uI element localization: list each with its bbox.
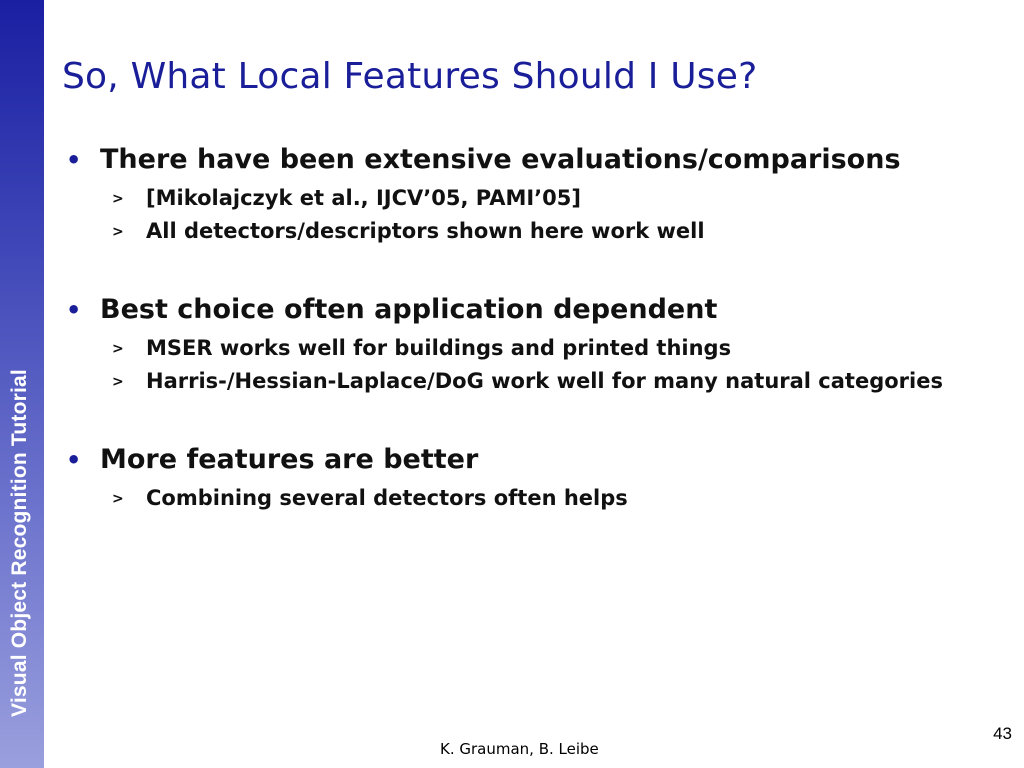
sub-item [66, 332, 996, 365]
bullet-dot-icon: • [66, 296, 82, 324]
arrow-bullet-icon: > [112, 374, 124, 390]
sub-item-text: MSER works well for buildings and printed things [146, 336, 732, 360]
sub-item [66, 182, 996, 215]
footer-authors: K. Grauman, B. Leibe [440, 740, 599, 758]
sub-item [66, 365, 996, 398]
bullet-group [66, 292, 996, 398]
page-number: 43 [993, 724, 1012, 743]
sub-item-text: [Mikolajczyk et al., IJCV’05, PAMI’05] [146, 186, 581, 210]
bullet-group [66, 442, 996, 515]
slide-content [66, 142, 996, 559]
bullet-dot-icon: • [66, 146, 82, 174]
bullet-group [66, 142, 996, 248]
bullet-text: There have been extensive evaluations/comparisons [100, 144, 901, 175]
slide-title: So, What Local Features Should I Use? [62, 56, 758, 97]
sub-item-text: Harris-/Hessian-Laplace/DoG work well for many natural categories [146, 369, 943, 393]
sub-item [66, 482, 996, 515]
arrow-bullet-icon: > [112, 224, 124, 240]
sub-list [66, 332, 996, 398]
sub-list [66, 182, 996, 248]
sidebar-label: Visual Object Recognition Tutorial [8, 369, 31, 717]
bullet-text: Best choice often application dependent [100, 294, 718, 325]
bullet-item [66, 292, 996, 328]
sub-list [66, 482, 996, 515]
bullet-item [66, 442, 996, 478]
sub-item-text: Combining several detectors often helps [146, 486, 628, 510]
arrow-bullet-icon: > [112, 491, 124, 507]
arrow-bullet-icon: > [112, 341, 124, 357]
sidebar [0, 0, 44, 768]
bullet-dot-icon: • [66, 446, 82, 474]
sub-item-text: All detectors/descriptors shown here work well [146, 219, 705, 243]
arrow-bullet-icon: > [112, 191, 124, 207]
sub-item [66, 215, 996, 248]
bullet-item [66, 142, 996, 178]
bullet-text: More features are better [100, 444, 479, 475]
